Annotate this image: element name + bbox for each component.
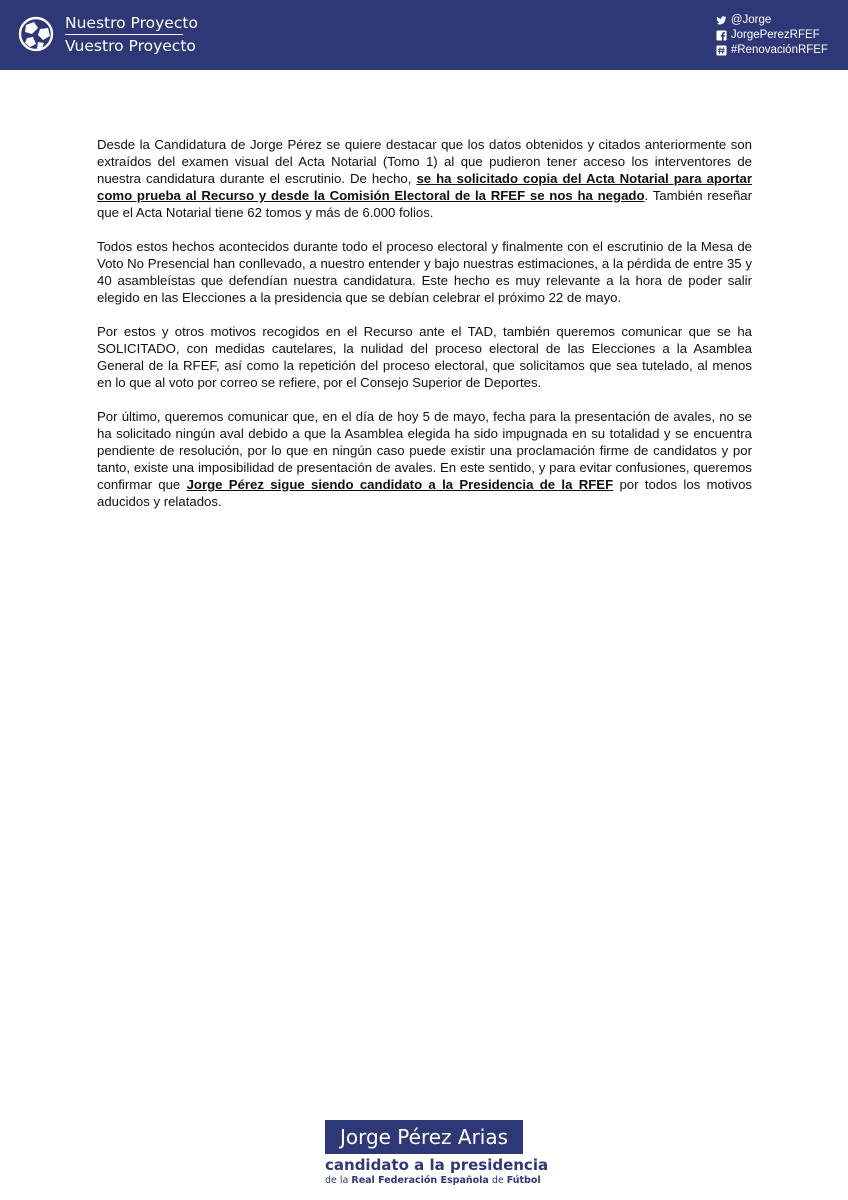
paragraph-4-text-b: por todos los motivos aducidos y relatados.	[97, 477, 752, 509]
paragraph-1-highlight: se ha solicitado copia del Acta Notarial para aportar como prueba al Recurso y desde la Comisión Electoral de la RFEF se nos ha negado	[97, 171, 752, 203]
paragraph-4-highlight: Jorge Pérez sigue siendo candidato a la Presidencia de la RFEF	[186, 477, 614, 492]
twitter-icon	[716, 15, 727, 26]
facebook-handle: JorgePerezRFEF	[730, 29, 820, 41]
candidate-signature-block	[325, 1120, 549, 1187]
org-mid: de	[488, 1175, 507, 1186]
candidate-name: Jorge Pérez Arias	[325, 1120, 523, 1154]
hashtag-icon	[716, 45, 727, 56]
twitter-link[interactable]	[716, 13, 828, 28]
paragraph-4-text-a: Por último, queremos comunicar que, en el día de hoy 5 de mayo, fecha para la presentación de avales, no se ha solicitado ningún aval debido a que la Asamblea elegida ha sido impugnada en su totalidad y se encuentra pendiente de resolución, por lo que en ningún caso puede existir una proclamación firme de candidatos y por tanto, existe una imposibilidad de presentación de avales. En este sentido, y para evitar confusiones, queremos confirmar que	[97, 409, 752, 492]
paragraph-1	[97, 136, 752, 221]
hashtag-text: #RenovaciónRFEF	[730, 44, 828, 56]
social-links	[716, 13, 828, 58]
candidate-role: candidato a la presidencia	[325, 1156, 549, 1174]
slogan-line2: Vuestro Proyecto	[65, 37, 196, 55]
slogan	[65, 12, 198, 57]
slogan-line1: Nuestro Proyecto	[65, 14, 198, 32]
paragraph-1-text-b: . También reseñar que el Acta Notarial tiene 62 tomos y más de 6.000 folios.	[97, 188, 753, 220]
org-bold-2: Fútbol	[506, 1175, 541, 1186]
paragraph-2: Todos estos hechos acontecidos durante todo el proceso electoral y finalmente con el escrutinio de la Mesa de Voto No Presencial han conllevado, a nuestro entender y bajo nuestras estimaciones, a la pérdida de entre 35 y 40 asambleístas que defendían nuestra candidatura. Este hecho es muy relevante a la hora de poder salir elegido en las Elecciones a la presidencia que se debían celebrar el próximo 22 de mayo.	[97, 239, 752, 305]
org-bold-1: Real Federación Española	[351, 1175, 489, 1186]
facebook-icon	[716, 30, 727, 41]
football-logo-icon	[18, 16, 54, 52]
hashtag-link[interactable]	[716, 43, 828, 58]
paragraph-1-text-a: Desde la Candidatura de Jorge Pérez se quiere destacar que los datos obtenidos y citados anteriormente son extraídos del examen visual del Acta Notarial (Tomo 1) al que pudieron tener acceso los interventores de nuestra candidatura durante el escrutinio. De hecho,	[97, 137, 752, 186]
paragraph-3: Por estos y otros motivos recogidos en el Recurso ante el TAD, también queremos comunicar que se ha SOLICITADO, con medidas cautelares, la nulidad del proceso electoral de las Elecciones a la Asamblea General de la RFEF, así como la repetición del proceso electoral, que solicitamos que sea tutelado, al menos en lo que al voto por correo se refiere, por el Consejo Superior de Deportes.	[97, 324, 752, 390]
federation-name	[325, 1175, 541, 1187]
statement-body	[97, 136, 752, 527]
paragraph-4	[97, 408, 752, 510]
header-banner	[0, 0, 848, 70]
twitter-handle: @Jorge	[730, 14, 772, 26]
org-prefix: de la	[325, 1175, 352, 1186]
facebook-link[interactable]	[716, 28, 828, 43]
